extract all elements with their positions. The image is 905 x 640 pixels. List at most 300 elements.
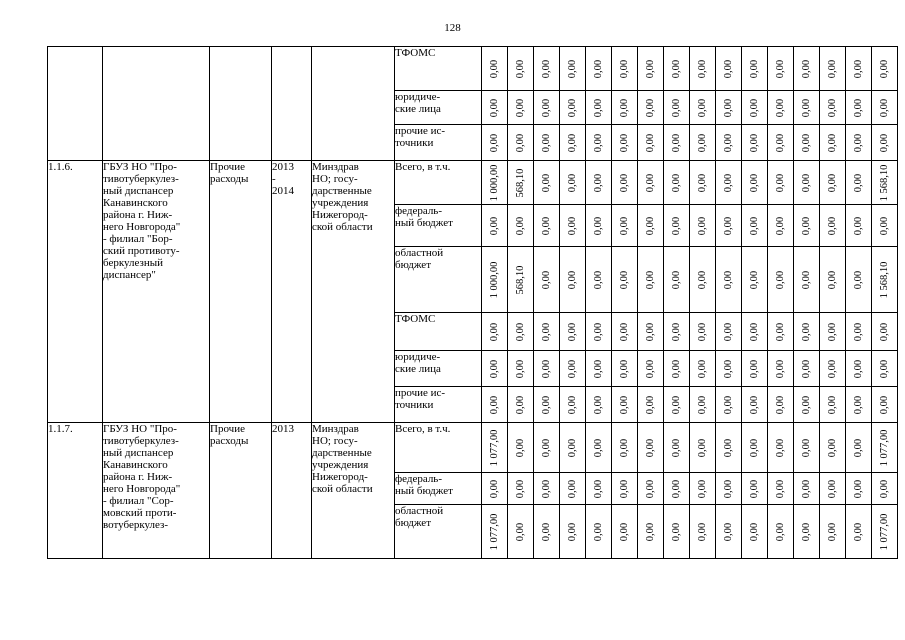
continued-cell bbox=[210, 47, 272, 161]
value-cell bbox=[820, 247, 846, 313]
value-cell bbox=[820, 47, 846, 91]
value-text: 0,00 bbox=[514, 216, 526, 235]
value-text: 0,00 bbox=[540, 522, 552, 541]
value-text: 0,00 bbox=[618, 133, 630, 152]
value-cell bbox=[690, 161, 716, 205]
value-cell bbox=[586, 313, 612, 351]
value-text: 0,00 bbox=[670, 173, 682, 192]
value-text: 0,00 bbox=[566, 522, 578, 541]
value-text: 0,00 bbox=[644, 322, 656, 341]
value-cell bbox=[690, 473, 716, 505]
value-cell bbox=[846, 473, 872, 505]
value-text: 0,00 bbox=[774, 59, 786, 78]
value-text: 0,00 bbox=[592, 359, 604, 378]
value-cell bbox=[794, 351, 820, 387]
value-cell bbox=[742, 47, 768, 91]
value-text: 0,00 bbox=[748, 216, 760, 235]
value-cell bbox=[794, 247, 820, 313]
value-cell bbox=[872, 247, 898, 313]
value-text: 0,00 bbox=[670, 522, 682, 541]
value-text: 0,00 bbox=[696, 173, 708, 192]
source-label: Всего, в т.ч. bbox=[395, 423, 482, 473]
value-text: 0,00 bbox=[826, 173, 838, 192]
value-cell bbox=[664, 247, 690, 313]
value-cell bbox=[716, 125, 742, 161]
value-text: 0,00 bbox=[722, 322, 734, 341]
value-cell bbox=[586, 205, 612, 247]
value-text: 0,00 bbox=[566, 479, 578, 498]
value-text: 0,00 bbox=[722, 133, 734, 152]
value-text: 0,00 bbox=[566, 133, 578, 152]
value-text: 0,00 bbox=[566, 270, 578, 289]
value-cell bbox=[690, 505, 716, 559]
value-cell bbox=[560, 205, 586, 247]
value-text: 0,00 bbox=[774, 359, 786, 378]
value-text: 0,00 bbox=[670, 216, 682, 235]
value-text: 0,00 bbox=[722, 173, 734, 192]
value-cell bbox=[482, 47, 508, 91]
value-cell bbox=[716, 47, 742, 91]
value-cell bbox=[638, 47, 664, 91]
value-text: 0,00 bbox=[670, 322, 682, 341]
value-text: 0,00 bbox=[878, 216, 890, 235]
executor: Минздрав НО; госу- дарственные учреждения Нижегород- ской области bbox=[312, 161, 395, 423]
value-text: 0,00 bbox=[540, 216, 552, 235]
value-cell bbox=[820, 91, 846, 125]
value-cell bbox=[664, 505, 690, 559]
value-text: 0,00 bbox=[696, 438, 708, 457]
value-cell bbox=[638, 423, 664, 473]
value-cell bbox=[638, 505, 664, 559]
value-cell bbox=[846, 387, 872, 423]
source-label: юридиче- ские лица bbox=[395, 91, 482, 125]
value-text: 0,00 bbox=[722, 359, 734, 378]
value-text: 0,00 bbox=[644, 98, 656, 117]
value-text: 0,00 bbox=[540, 359, 552, 378]
value-cell bbox=[482, 313, 508, 351]
value-text: 0,00 bbox=[774, 98, 786, 117]
value-text: 0,00 bbox=[670, 395, 682, 414]
value-cell bbox=[508, 473, 534, 505]
period: 2013 - 2014 bbox=[272, 161, 312, 423]
value-text: 0,00 bbox=[774, 216, 786, 235]
value-cell bbox=[664, 423, 690, 473]
value-cell bbox=[742, 505, 768, 559]
value-text: 0,00 bbox=[852, 216, 864, 235]
value-cell bbox=[768, 505, 794, 559]
value-text: 0,00 bbox=[566, 59, 578, 78]
value-cell bbox=[612, 387, 638, 423]
value-cell bbox=[508, 351, 534, 387]
value-text: 0,00 bbox=[540, 133, 552, 152]
value-text: 0,00 bbox=[488, 322, 500, 341]
value-text: 0,00 bbox=[826, 59, 838, 78]
value-text: 0,00 bbox=[852, 479, 864, 498]
budget-table bbox=[47, 46, 898, 559]
value-text: 0,00 bbox=[722, 479, 734, 498]
value-cell bbox=[690, 351, 716, 387]
expense-type: Прочие расходы bbox=[210, 423, 272, 559]
value-cell bbox=[664, 47, 690, 91]
value-text: 0,00 bbox=[540, 270, 552, 289]
value-text: 0,00 bbox=[618, 59, 630, 78]
value-cell bbox=[742, 125, 768, 161]
value-cell bbox=[482, 423, 508, 473]
value-cell bbox=[742, 313, 768, 351]
value-text: 0,00 bbox=[774, 395, 786, 414]
value-cell bbox=[482, 473, 508, 505]
value-cell bbox=[690, 125, 716, 161]
value-cell bbox=[768, 161, 794, 205]
value-cell bbox=[638, 473, 664, 505]
value-cell bbox=[716, 247, 742, 313]
value-cell bbox=[690, 423, 716, 473]
value-text: 0,00 bbox=[826, 359, 838, 378]
value-cell bbox=[872, 125, 898, 161]
value-text: 0,00 bbox=[748, 98, 760, 117]
value-cell bbox=[534, 47, 560, 91]
value-text: 0,00 bbox=[722, 438, 734, 457]
value-cell bbox=[846, 247, 872, 313]
value-cell bbox=[664, 387, 690, 423]
value-cell bbox=[664, 125, 690, 161]
value-text: 0,00 bbox=[514, 59, 526, 78]
value-text: 0,00 bbox=[488, 395, 500, 414]
value-cell bbox=[846, 125, 872, 161]
value-cell bbox=[716, 473, 742, 505]
value-cell bbox=[768, 387, 794, 423]
value-cell bbox=[846, 351, 872, 387]
executor: Минздрав НО; госу- дарственные учреждения Нижегород- ской области bbox=[312, 423, 395, 559]
value-text: 0,00 bbox=[800, 438, 812, 457]
value-cell bbox=[508, 505, 534, 559]
value-cell bbox=[586, 351, 612, 387]
value-cell bbox=[638, 313, 664, 351]
value-text: 0,00 bbox=[566, 322, 578, 341]
value-cell bbox=[586, 91, 612, 125]
value-cell bbox=[664, 161, 690, 205]
value-text: 0,00 bbox=[722, 522, 734, 541]
value-cell bbox=[508, 423, 534, 473]
value-cell bbox=[768, 205, 794, 247]
source-label: ТФОМС bbox=[395, 47, 482, 91]
value-cell bbox=[612, 505, 638, 559]
value-cell bbox=[820, 205, 846, 247]
value-cell bbox=[534, 505, 560, 559]
value-text: 0,00 bbox=[800, 173, 812, 192]
value-cell bbox=[586, 423, 612, 473]
value-text: 0,00 bbox=[852, 395, 864, 414]
value-text: 0,00 bbox=[696, 98, 708, 117]
value-cell bbox=[846, 505, 872, 559]
value-cell bbox=[638, 351, 664, 387]
source-label: областной бюджет bbox=[395, 505, 482, 559]
value-text: 0,00 bbox=[566, 395, 578, 414]
value-text: 0,00 bbox=[670, 270, 682, 289]
value-text: 0,00 bbox=[852, 438, 864, 457]
value-text: 1 077,00 bbox=[878, 513, 890, 550]
value-text: 0,00 bbox=[748, 59, 760, 78]
value-cell bbox=[872, 351, 898, 387]
value-cell bbox=[768, 351, 794, 387]
value-text: 0,00 bbox=[618, 98, 630, 117]
value-cell bbox=[794, 161, 820, 205]
value-text: 0,00 bbox=[488, 359, 500, 378]
value-text: 0,00 bbox=[800, 395, 812, 414]
value-text: 0,00 bbox=[618, 395, 630, 414]
value-cell bbox=[586, 387, 612, 423]
value-cell bbox=[742, 205, 768, 247]
value-cell bbox=[508, 313, 534, 351]
value-text: 0,00 bbox=[722, 395, 734, 414]
value-text: 0,00 bbox=[826, 270, 838, 289]
value-text: 0,00 bbox=[696, 479, 708, 498]
value-cell bbox=[534, 423, 560, 473]
value-text: 0,00 bbox=[800, 322, 812, 341]
continued-cell bbox=[312, 47, 395, 161]
value-text: 1 000,00 bbox=[488, 164, 500, 201]
value-text: 0,00 bbox=[800, 98, 812, 117]
value-text: 1 000,00 bbox=[488, 261, 500, 298]
value-cell bbox=[508, 91, 534, 125]
source-label: юридиче- ские лица bbox=[395, 351, 482, 387]
value-text: 0,00 bbox=[514, 98, 526, 117]
value-text: 0,00 bbox=[748, 270, 760, 289]
value-text: 0,00 bbox=[826, 522, 838, 541]
value-text: 0,00 bbox=[826, 322, 838, 341]
source-label: прочие ис- точники bbox=[395, 387, 482, 423]
value-cell bbox=[846, 91, 872, 125]
value-text: 0,00 bbox=[878, 359, 890, 378]
table-row bbox=[48, 423, 898, 473]
item-name: ГБУЗ НО "Про- тивотуберкулез- ный диспансер Канавинского района г. Ниж- него Новгорода" - филиал "Сор- мовский проти- вотуберкулез- bbox=[103, 423, 210, 559]
value-cell bbox=[612, 161, 638, 205]
value-cell bbox=[664, 351, 690, 387]
value-text: 0,00 bbox=[618, 173, 630, 192]
value-text: 0,00 bbox=[566, 359, 578, 378]
value-cell bbox=[716, 387, 742, 423]
value-text: 0,00 bbox=[618, 359, 630, 378]
value-text: 0,00 bbox=[696, 270, 708, 289]
value-cell bbox=[872, 313, 898, 351]
value-cell bbox=[560, 125, 586, 161]
value-text: 0,00 bbox=[774, 133, 786, 152]
value-cell bbox=[482, 161, 508, 205]
value-text: 0,00 bbox=[670, 59, 682, 78]
value-text: 0,00 bbox=[514, 359, 526, 378]
value-text: 0,00 bbox=[592, 270, 604, 289]
value-text: 0,00 bbox=[488, 133, 500, 152]
value-cell bbox=[872, 205, 898, 247]
value-cell bbox=[638, 205, 664, 247]
value-text: 0,00 bbox=[748, 438, 760, 457]
value-text: 0,00 bbox=[592, 133, 604, 152]
value-cell bbox=[872, 387, 898, 423]
value-text: 0,00 bbox=[514, 322, 526, 341]
value-text: 0,00 bbox=[644, 173, 656, 192]
value-cell bbox=[508, 387, 534, 423]
value-cell bbox=[872, 473, 898, 505]
value-text: 0,00 bbox=[748, 479, 760, 498]
value-text: 0,00 bbox=[644, 395, 656, 414]
value-text: 0,00 bbox=[878, 59, 890, 78]
value-text: 0,00 bbox=[878, 133, 890, 152]
value-text: 0,00 bbox=[592, 438, 604, 457]
value-text: 0,00 bbox=[644, 59, 656, 78]
value-cell bbox=[534, 473, 560, 505]
value-text: 0,00 bbox=[800, 359, 812, 378]
value-cell bbox=[586, 247, 612, 313]
value-text: 568,10 bbox=[514, 265, 526, 294]
value-cell bbox=[846, 47, 872, 91]
value-text: 0,00 bbox=[592, 173, 604, 192]
value-cell bbox=[534, 91, 560, 125]
value-cell bbox=[664, 473, 690, 505]
value-cell bbox=[794, 205, 820, 247]
value-text: 0,00 bbox=[748, 173, 760, 192]
value-cell bbox=[820, 125, 846, 161]
value-cell bbox=[482, 505, 508, 559]
item-number: 1.1.7. bbox=[48, 423, 103, 559]
value-cell bbox=[482, 205, 508, 247]
value-cell bbox=[560, 91, 586, 125]
value-text: 0,00 bbox=[826, 133, 838, 152]
value-text: 0,00 bbox=[696, 133, 708, 152]
value-text: 0,00 bbox=[618, 270, 630, 289]
value-text: 0,00 bbox=[540, 59, 552, 78]
value-text: 0,00 bbox=[748, 359, 760, 378]
source-label: федераль- ный бюджет bbox=[395, 473, 482, 505]
value-cell bbox=[534, 161, 560, 205]
value-cell bbox=[742, 387, 768, 423]
value-cell bbox=[846, 313, 872, 351]
value-text: 0,00 bbox=[644, 438, 656, 457]
value-text: 0,00 bbox=[748, 322, 760, 341]
value-text: 0,00 bbox=[540, 438, 552, 457]
value-cell bbox=[612, 313, 638, 351]
value-text: 0,00 bbox=[670, 133, 682, 152]
value-text: 0,00 bbox=[644, 133, 656, 152]
value-cell bbox=[846, 423, 872, 473]
source-label: Всего, в т.ч. bbox=[395, 161, 482, 205]
value-text: 0,00 bbox=[488, 98, 500, 117]
value-text: 0,00 bbox=[774, 173, 786, 192]
value-text: 0,00 bbox=[514, 395, 526, 414]
value-text: 0,00 bbox=[852, 270, 864, 289]
value-cell bbox=[716, 313, 742, 351]
value-text: 0,00 bbox=[800, 133, 812, 152]
value-text: 0,00 bbox=[852, 322, 864, 341]
value-cell bbox=[768, 125, 794, 161]
continued-cell bbox=[48, 47, 103, 161]
value-cell bbox=[742, 351, 768, 387]
value-text: 0,00 bbox=[644, 479, 656, 498]
value-text: 0,00 bbox=[774, 438, 786, 457]
value-text: 0,00 bbox=[826, 479, 838, 498]
value-text: 0,00 bbox=[618, 479, 630, 498]
value-text: 0,00 bbox=[592, 479, 604, 498]
value-cell bbox=[768, 313, 794, 351]
value-text: 0,00 bbox=[722, 59, 734, 78]
value-text: 0,00 bbox=[618, 322, 630, 341]
value-cell bbox=[482, 387, 508, 423]
value-text: 0,00 bbox=[722, 216, 734, 235]
value-cell bbox=[612, 247, 638, 313]
value-text: 0,00 bbox=[774, 322, 786, 341]
value-cell bbox=[534, 125, 560, 161]
item-name: ГБУЗ НО "Про- тивотуберкулез- ный диспансер Канавинского района г. Ниж- него Новгорода" - филиал "Бор- ский противоту- беркулезный диспансер" bbox=[103, 161, 210, 423]
value-cell bbox=[638, 387, 664, 423]
value-text: 0,00 bbox=[878, 395, 890, 414]
value-text: 0,00 bbox=[826, 98, 838, 117]
value-cell bbox=[690, 387, 716, 423]
value-cell bbox=[716, 161, 742, 205]
value-cell bbox=[872, 91, 898, 125]
value-cell bbox=[794, 125, 820, 161]
value-text: 0,00 bbox=[826, 438, 838, 457]
value-cell bbox=[794, 91, 820, 125]
value-text: 0,00 bbox=[566, 438, 578, 457]
value-cell bbox=[508, 47, 534, 91]
value-text: 0,00 bbox=[852, 359, 864, 378]
value-cell bbox=[482, 247, 508, 313]
value-text: 0,00 bbox=[592, 59, 604, 78]
value-cell bbox=[742, 91, 768, 125]
value-text: 0,00 bbox=[540, 479, 552, 498]
value-cell bbox=[560, 351, 586, 387]
value-cell bbox=[794, 313, 820, 351]
value-cell bbox=[560, 505, 586, 559]
value-cell bbox=[664, 205, 690, 247]
value-cell bbox=[534, 205, 560, 247]
value-text: 0,00 bbox=[670, 479, 682, 498]
value-cell bbox=[846, 161, 872, 205]
value-cell bbox=[612, 91, 638, 125]
value-cell bbox=[638, 161, 664, 205]
value-text: 0,00 bbox=[514, 133, 526, 152]
value-text: 0,00 bbox=[774, 522, 786, 541]
value-cell bbox=[716, 505, 742, 559]
value-text: 0,00 bbox=[696, 59, 708, 78]
value-cell bbox=[742, 247, 768, 313]
period: 2013 bbox=[272, 423, 312, 559]
value-cell bbox=[586, 125, 612, 161]
value-cell bbox=[638, 125, 664, 161]
value-text: 0,00 bbox=[670, 359, 682, 378]
value-cell bbox=[716, 205, 742, 247]
value-text: 0,00 bbox=[514, 522, 526, 541]
value-text: 0,00 bbox=[514, 479, 526, 498]
value-cell bbox=[586, 505, 612, 559]
value-cell bbox=[508, 161, 534, 205]
source-label: федераль- ный бюджет bbox=[395, 205, 482, 247]
value-cell bbox=[794, 505, 820, 559]
value-text: 0,00 bbox=[878, 479, 890, 498]
value-cell bbox=[690, 313, 716, 351]
value-cell bbox=[872, 47, 898, 91]
value-cell bbox=[794, 387, 820, 423]
value-text: 0,00 bbox=[826, 216, 838, 235]
value-cell bbox=[716, 423, 742, 473]
value-cell bbox=[742, 473, 768, 505]
value-text: 0,00 bbox=[592, 522, 604, 541]
value-text: 1 077,00 bbox=[488, 429, 500, 466]
value-cell bbox=[664, 313, 690, 351]
value-text: 0,00 bbox=[696, 522, 708, 541]
value-cell bbox=[690, 91, 716, 125]
value-text: 0,00 bbox=[852, 173, 864, 192]
value-text: 0,00 bbox=[540, 395, 552, 414]
